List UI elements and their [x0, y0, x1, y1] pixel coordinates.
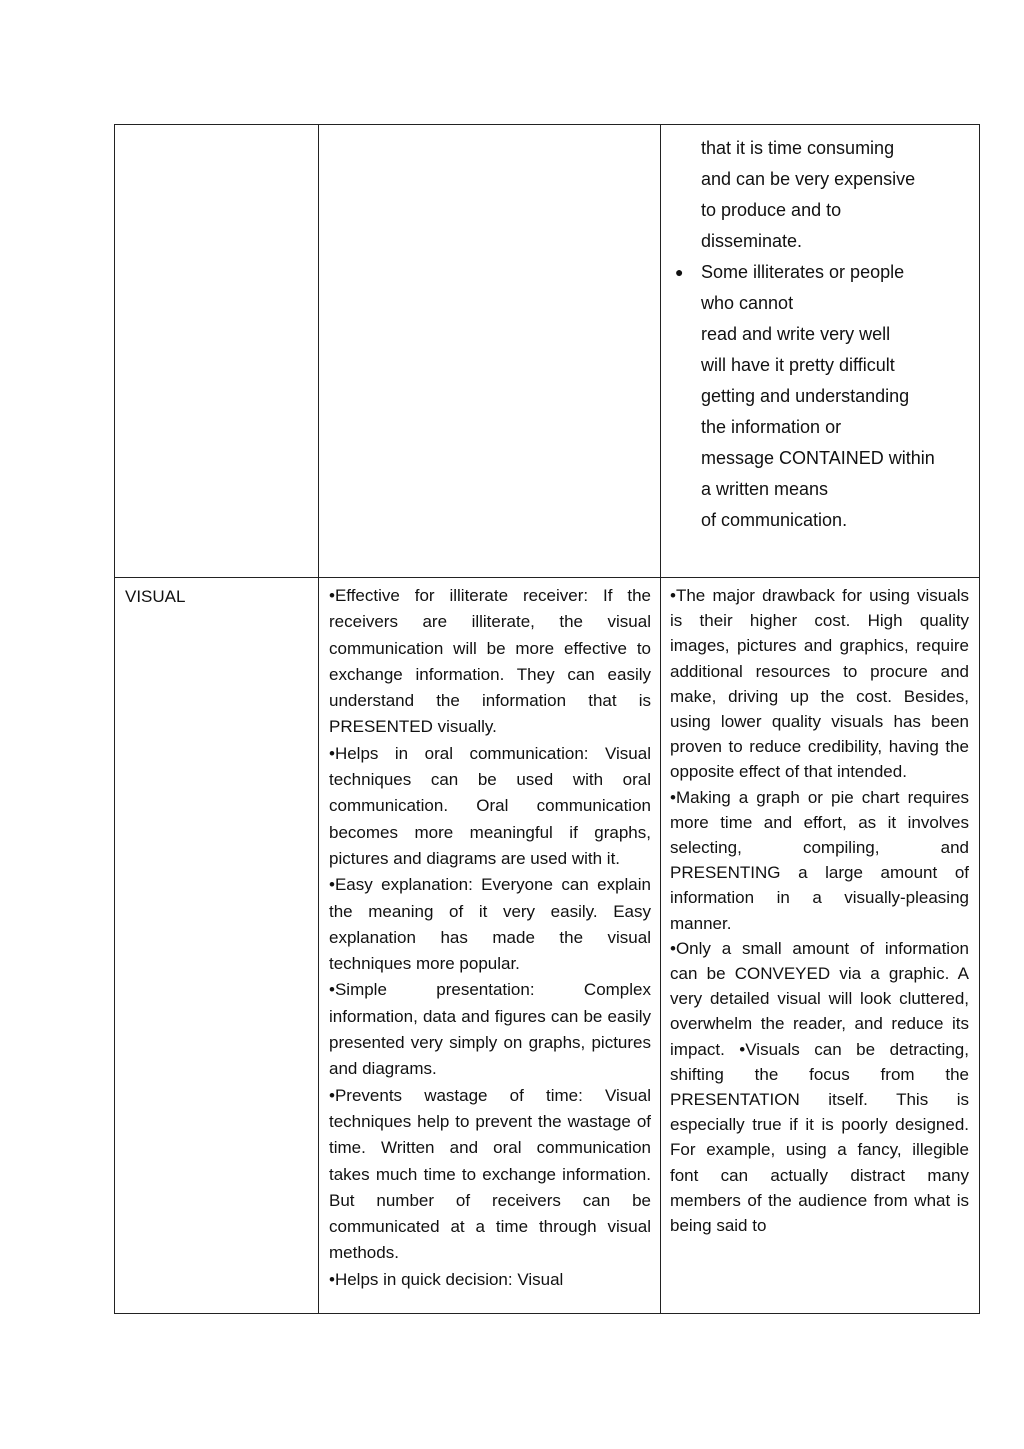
- text-line: and can be very expensive: [701, 169, 916, 189]
- advantages-text: [319, 578, 660, 1293]
- table-row: [115, 578, 980, 1314]
- paragraph: •Only a small amount of information can be CONVEYED via a graphic. A very detailed visual will look cluttered, overwhelm the reader, and reduce its impact. •Visuals can be detracting, shifting the focus from the PRESENTATION itself. This is especially true if it is poorly designed. For example, using a fancy, illegible font can actually distract many members of the audience from what is being said to: [670, 938, 969, 1236]
- advantages-cell: [319, 578, 661, 1314]
- text-line: of communication.: [701, 510, 848, 530]
- text-line: will have it pretty difficult: [701, 355, 895, 375]
- continued-list: [661, 125, 979, 536]
- disadvantages-cell: [661, 578, 980, 1314]
- text-line: message CONTAINED within: [701, 448, 935, 468]
- paragraph: •Easy explanation: Everyone can explain the meaning of it very easily. Easy explanation has made the visual techniques more popular.: [329, 875, 651, 974]
- row-label: VISUAL: [125, 587, 186, 606]
- label-cell-empty: [115, 125, 319, 578]
- advantages-cell-empty: [319, 125, 661, 578]
- text-line: a written means: [701, 479, 829, 499]
- text-line: that it is time consuming: [701, 138, 895, 158]
- text-line: disseminate.: [701, 231, 803, 251]
- comparison-table: [114, 124, 980, 1314]
- text-line: Some illiterates or people: [701, 262, 905, 282]
- disadvantages-cell-continued: [661, 125, 980, 578]
- paragraph: •Simple presentation: Complex information, data and figures can be easily presented very simply on graphs, pictures and diagrams.: [329, 980, 651, 1079]
- text-line: getting and understanding: [701, 386, 910, 406]
- list-item: [661, 257, 979, 288]
- bullet-icon: ●: [675, 264, 684, 280]
- text-line: who cannot: [701, 293, 794, 313]
- paragraph: •Effective for illiterate receiver: If the receivers are illiterate, the visual communication will be more effective to exchange information. They can easily understand the information that is PRESENTED visually.: [329, 586, 651, 737]
- disadvantages-text: [661, 578, 979, 1238]
- text-line: the information or: [701, 417, 842, 437]
- label-cell: [115, 578, 319, 1314]
- paragraph: •Prevents wastage of time: Visual techniques help to prevent the wastage of time. Written and oral communication takes much time to exchange information. But number of receivers can be communicated at a time through visual methods.: [329, 1085, 651, 1263]
- text-line: to produce and to: [701, 200, 842, 220]
- table-row: [115, 125, 980, 578]
- paragraph: •Helps in quick decision: Visual: [329, 1269, 564, 1289]
- text-line: read and write very well: [701, 324, 891, 344]
- paragraph: •The major drawback for using visuals is their higher cost. High quality images, pictures and graphics, require additional resources to procure and make, driving up the cost. Besides, using lower quality visuals has been proven to reduce credibility, having the opposite effect of that intended.: [670, 586, 969, 782]
- paragraph: •Helps in oral communication: Visual techniques can be used with oral communication. Oral communication becomes more meaningful if graphs, pictures and diagrams are used with it.: [329, 743, 651, 868]
- paragraph: •Making a graph or pie chart requires more time and effort, as it involves selecting, compiling, and PRESENTING a large amount of information in a visually-pleasing manner.: [670, 787, 969, 933]
